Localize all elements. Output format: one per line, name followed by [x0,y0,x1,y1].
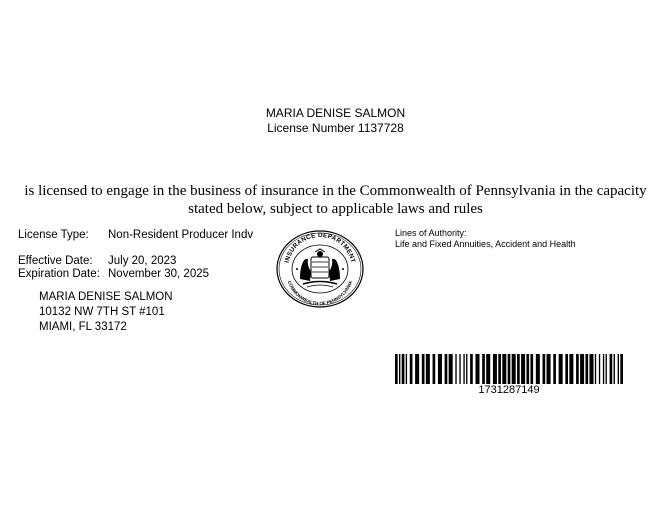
barcode-bar [580,354,584,384]
barcode-bar [445,354,448,384]
lines-of-authority-label: Lines of Authority: [395,228,467,238]
licensee-name: MARIA DENISE SALMON [265,106,406,120]
barcode-bar [410,354,413,384]
barcode-bar [569,354,573,384]
barcode-bar [614,354,615,384]
expiration-date-value: November 30, 2025 [108,268,210,280]
barcode-bar [406,354,407,384]
barcode-bar [536,354,540,384]
licensee-header [0,106,671,136]
lines-of-authority [395,228,576,250]
barcode-bar [610,354,613,384]
barcode-bar [547,354,551,384]
barcode-bar [606,354,607,384]
seal-bottom-text: COMMONWEALTH OF PENNSYLVANIA [286,280,354,307]
barcode-bar [599,354,600,384]
effective-date-value: July 20, 2023 [108,255,177,267]
barcode-bar [415,354,419,384]
address-street: 10132 NW 7TH ST #101 [39,306,165,318]
insurance-department-seal-icon [275,229,365,309]
effective-date-row [18,254,176,268]
expiration-date-row [18,267,209,281]
barcode-bar [517,354,520,384]
barcode-bar [449,354,453,384]
barcode-bar [486,354,490,384]
barcode-bar [543,354,546,384]
barcode-bar [530,354,533,384]
barcode-bar [508,354,511,384]
license-number: License Number 1137728 [267,121,404,135]
barcode-bar [620,354,623,384]
expiration-date-label: Expiration Date: [18,268,100,280]
barcode-bar [576,354,579,384]
seal-top-text: INSURANCE DEPARTMENT [283,231,357,264]
barcode [395,354,623,384]
barcode-bar [618,354,619,384]
barcode-bar [498,354,501,384]
barcode-bar [526,354,529,384]
barcode-bar [395,354,398,384]
barcode-bar [603,354,604,384]
barcode-bar [422,354,425,384]
barcode-bar [433,354,436,384]
barcode-bar [595,354,596,384]
license-type-label: License Type: [18,229,89,241]
address-name: MARIA DENISE SALMON [39,291,173,303]
statement-line-1: is licensed to engage in the business of insurance in the Commonwealth of Pennsylvania in the capacity [24,183,647,199]
barcode-bar [553,354,556,384]
license-type-value: Non-Resident Producer Indv [108,229,254,241]
barcode-bar [459,354,460,384]
barcode-bar [589,354,593,384]
barcode-bar [512,354,516,384]
effective-date-label: Effective Date: [18,255,93,267]
barcode-bar [466,354,467,384]
barcode-bar [482,354,485,384]
barcode-bar [493,354,497,384]
barcode-bar [470,354,473,384]
barcode-number: 1731287149 [478,384,540,396]
address-city: MIAMI, FL 33172 [39,321,127,333]
lines-of-authority-value: Life and Fixed Annuities, Accident and Health [395,239,576,249]
barcode-bar [585,354,588,384]
barcode-bar [502,354,506,384]
barcode-bar [455,354,456,384]
license-type-row [18,228,253,242]
barcode-bar [399,354,400,384]
barcode-bar [475,354,479,384]
barcode-bar [521,354,525,384]
mailing-address [39,290,173,335]
barcode-bar [565,354,568,384]
barcode-bar [402,354,405,384]
statement-line-2: stated below, subject to applicable laws and rules [188,201,483,217]
barcode-bar [426,354,430,384]
barcode-bar [438,354,442,384]
barcode-bar [559,354,563,384]
license-statement [0,182,671,218]
barcode-bar [463,354,464,384]
